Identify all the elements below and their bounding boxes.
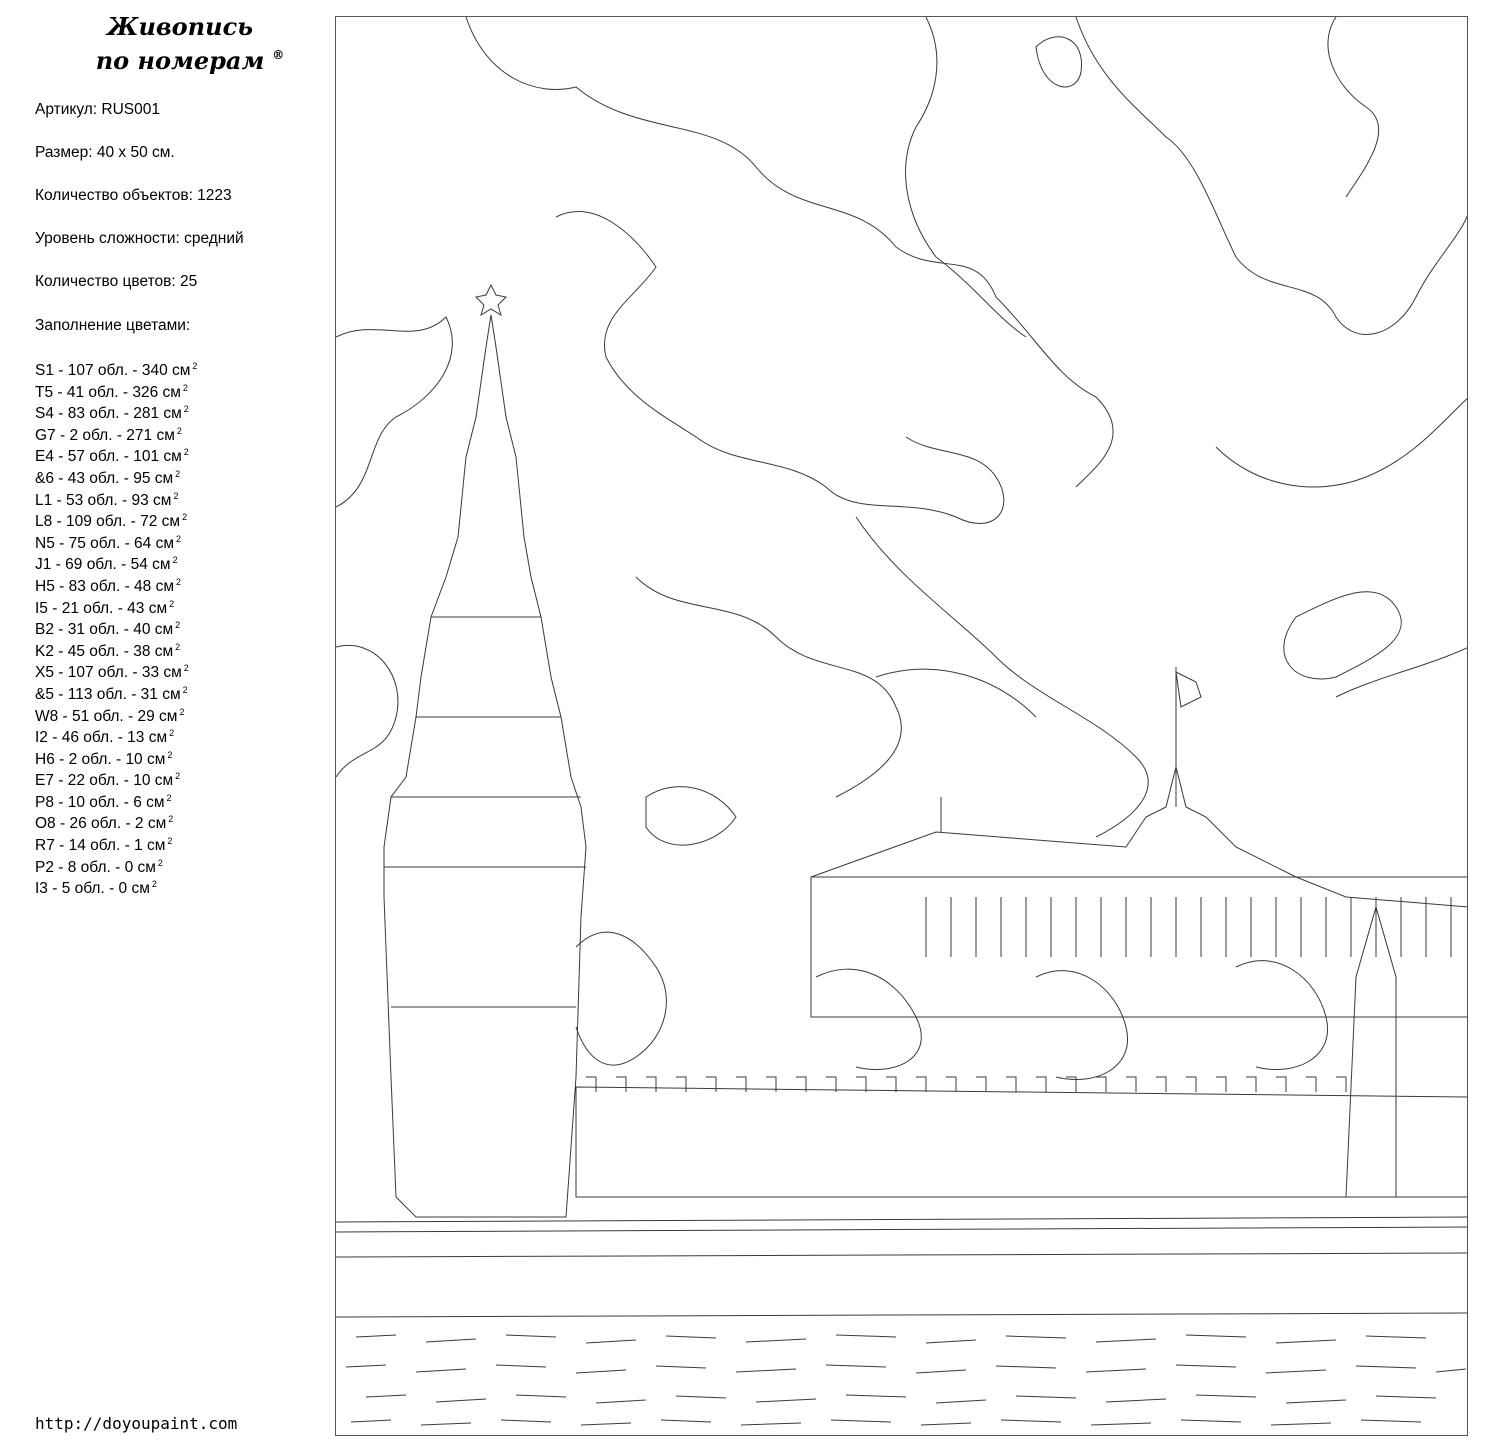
color-list-item (35, 356, 197, 378)
color-list-item (35, 831, 197, 853)
size-label: Размер: 40 х 50 см. (35, 144, 175, 161)
unit-superscript: 2 (175, 771, 181, 782)
unit-superscript: 2 (167, 749, 173, 760)
color-list-item (35, 464, 197, 486)
color-list-item (35, 745, 197, 767)
unit-superscript: 2 (183, 663, 189, 674)
color-list-item (35, 874, 197, 896)
unit-superscript: 2 (157, 857, 163, 868)
unit-superscript: 2 (182, 684, 188, 695)
unit-superscript: 2 (175, 468, 181, 479)
unit-superscript: 2 (176, 425, 182, 436)
color-entry-text: H5 - 83 обл. - 48 см (35, 577, 175, 595)
color-entry-text: I5 - 21 обл. - 43 см (35, 599, 168, 617)
palace-windows (926, 897, 1451, 957)
small-tower (1346, 907, 1396, 1197)
footer-url: http://doyoupaint.com (35, 1414, 238, 1433)
color-entry-text: H6 - 2 обл. - 10 см (35, 750, 166, 768)
embankment-line (336, 1313, 1468, 1317)
unit-superscript: 2 (182, 382, 188, 393)
brand-line-2-text: по номерам (95, 46, 265, 75)
cloud-outline (1328, 17, 1379, 197)
color-entry-text: R7 - 14 обл. - 1 см (35, 837, 166, 855)
color-list-item (35, 702, 197, 724)
color-list-item (35, 658, 197, 680)
color-entry-text: X5 - 107 обл. - 33 см (35, 664, 182, 682)
color-list-item (35, 809, 197, 831)
flag (1176, 672, 1201, 707)
unit-superscript: 2 (175, 641, 181, 652)
cloud-outline (1216, 397, 1468, 487)
color-entry-text: W8 - 51 обл. - 29 см (35, 707, 178, 725)
color-list-item (35, 399, 197, 421)
color-entry-text: O8 - 26 обл. - 2 см (35, 815, 167, 833)
color-list-item (35, 421, 197, 443)
water-ripples (366, 1395, 1436, 1403)
color-entry-text: P8 - 10 обл. - 6 см (35, 793, 165, 811)
coloring-canvas (335, 16, 1468, 1436)
color-list (35, 356, 197, 896)
color-entry-text: &5 - 113 обл. - 31 см (35, 685, 181, 703)
embankment-line (336, 1253, 1468, 1257)
color-list-item (35, 550, 197, 572)
cloud-outline (646, 787, 736, 846)
cloud-outline (466, 17, 1113, 487)
cloud-outline (856, 517, 1148, 837)
article-label: Артикул: RUS001 (35, 101, 160, 118)
color-entry-text: N5 - 75 обл. - 64 см (35, 534, 175, 552)
tower-spire (384, 315, 586, 1217)
color-list-item (35, 486, 197, 508)
objects-count-label: Количество объектов: 1223 (35, 187, 232, 204)
unit-superscript: 2 (183, 447, 189, 458)
cloud-outline (1284, 592, 1402, 679)
unit-superscript: 2 (183, 404, 189, 415)
unit-superscript: 2 (176, 576, 182, 587)
color-list-item (35, 788, 197, 810)
color-list-item (35, 853, 197, 875)
water-ripples (346, 1365, 1466, 1373)
sidebar (0, 0, 330, 1453)
color-list-item (35, 572, 197, 594)
color-entry-text: S4 - 83 обл. - 281 см (35, 405, 182, 423)
cloud-outline (906, 17, 1026, 337)
color-entry-text: P2 - 8 обл. - 0 см (35, 858, 156, 876)
cloud-outline (1336, 647, 1468, 697)
fill-title: Заполнение цветами: (35, 317, 191, 334)
tree-outline (576, 932, 666, 1065)
color-entry-text: S1 - 107 обл. - 340 см (35, 362, 191, 379)
color-list-item (35, 637, 197, 659)
registered-mark: ® (272, 48, 285, 62)
unit-superscript: 2 (151, 879, 157, 890)
color-list-item (35, 378, 197, 400)
cloud-outline (876, 669, 1036, 717)
cloud-outline (336, 317, 452, 507)
cloud-outline (1076, 17, 1468, 334)
kremlin-wall (576, 1087, 1468, 1197)
unit-superscript: 2 (175, 620, 181, 631)
unit-superscript: 2 (182, 512, 188, 523)
color-entry-text: E7 - 22 обл. - 10 см (35, 772, 174, 790)
unit-superscript: 2 (166, 792, 172, 803)
unit-superscript: 2 (169, 598, 175, 609)
brand-line-1: Живопись (106, 12, 254, 41)
cloud-outline (336, 645, 398, 777)
color-entry-text: B2 - 31 обл. - 40 см (35, 621, 174, 639)
color-entry-text: I3 - 5 обл. - 0 см (35, 880, 150, 898)
water-ripples (356, 1335, 1426, 1343)
color-list-item (35, 615, 197, 637)
colors-count-label: Количество цветов: 25 (35, 273, 198, 290)
color-entry-text: E4 - 57 обл. - 101 см (35, 448, 182, 466)
unit-superscript: 2 (168, 814, 174, 825)
cloud-outline (1036, 37, 1082, 87)
unit-superscript: 2 (169, 728, 175, 739)
color-entry-text: K2 - 45 обл. - 38 см (35, 642, 174, 660)
embankment-line (336, 1217, 1468, 1222)
brand-logo (60, 10, 300, 78)
color-entry-text: &6 - 43 обл. - 95 см (35, 469, 174, 487)
tree-outline (816, 969, 921, 1069)
unit-superscript: 2 (179, 706, 185, 717)
unit-superscript: 2 (167, 836, 173, 847)
color-entry-text: I2 - 46 обл. - 13 см (35, 729, 168, 747)
unit-superscript: 2 (176, 533, 182, 544)
brand-line-2 (60, 44, 300, 78)
unit-superscript: 2 (192, 361, 198, 371)
color-entry-text: L1 - 53 обл. - 93 см (35, 491, 172, 509)
tree-outline (1236, 961, 1328, 1070)
color-list-item (35, 723, 197, 745)
palace-roof (811, 767, 1468, 907)
color-list-item (35, 594, 197, 616)
color-entry-text: L8 - 109 обл. - 72 см (35, 513, 181, 531)
color-entry-text: G7 - 2 обл. - 271 см (35, 426, 175, 444)
color-entry-text: T5 - 41 обл. - 326 см (35, 383, 181, 401)
difficulty-label: Уровень сложности: средний (35, 230, 244, 247)
color-list-item (35, 766, 197, 788)
unit-superscript: 2 (173, 490, 179, 501)
wall-battlements (586, 1077, 1346, 1092)
water-ripples (351, 1420, 1421, 1425)
color-list-item (35, 442, 197, 464)
tower-star (476, 285, 506, 315)
color-list-item (35, 529, 197, 551)
unit-superscript: 2 (172, 555, 178, 566)
tree-outline (1036, 971, 1128, 1080)
color-list-item (35, 507, 197, 529)
palace-body (811, 877, 1468, 1017)
color-entry-text: J1 - 69 обл. - 54 см (35, 556, 171, 574)
cloud-outline (636, 577, 901, 797)
cloud-outline (556, 212, 1004, 524)
embankment-line (336, 1227, 1468, 1232)
kremlin-outline-drawing (336, 17, 1468, 1436)
kit-info (35, 98, 244, 313)
color-list-item (35, 680, 197, 702)
